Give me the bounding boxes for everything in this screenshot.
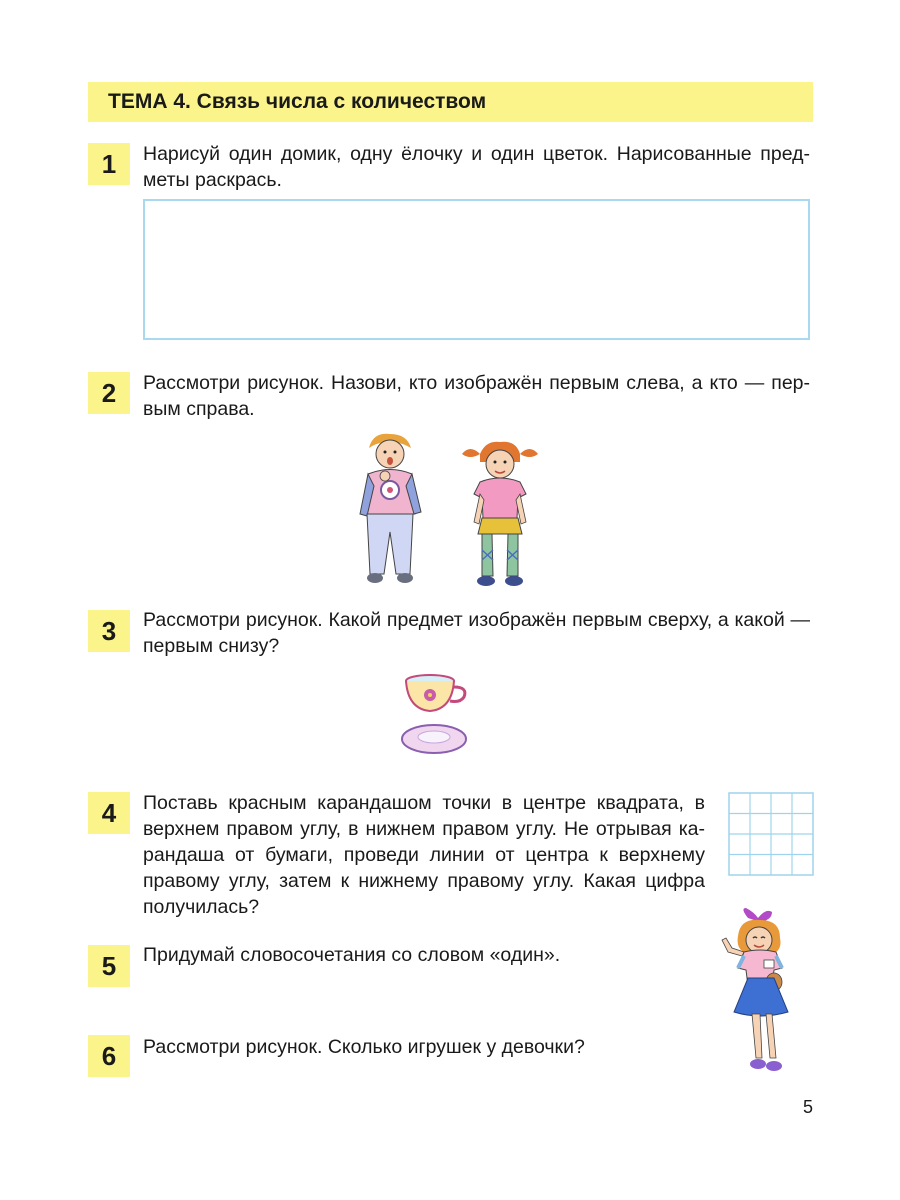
task-number-3: 3: [88, 610, 130, 652]
task-4-line-3: рандаша от бумаги, проведи линии от центра к верхнему: [143, 844, 705, 866]
grid-square[interactable]: [728, 792, 814, 876]
task-number-4: 4: [88, 792, 130, 834]
task-3-line-2: первым снизу?: [143, 635, 280, 657]
boy-illustration: [355, 432, 425, 590]
task-3-text: [143, 607, 810, 659]
drawing-area[interactable]: [143, 199, 810, 340]
task-4-line-2: верхнем правом углу, в нижнем правом углу. Не отрывая ка-: [143, 818, 705, 840]
task-2-text: [143, 370, 810, 422]
girl-illustration: [460, 440, 540, 590]
task-number-5: 5: [88, 945, 130, 987]
task-2-line-1: Рассмотри рисунок. Назови, кто изображён первым слева, а кто — пер-: [143, 372, 810, 394]
task-3-line-1: Рассмотри рисунок. Какой предмет изображён первым сверху, а какой —: [143, 609, 810, 631]
task-4-text: [143, 790, 705, 920]
task-number-2: 2: [88, 372, 130, 414]
task-4-line-4: правому углу, затем к нижнему правому углу. Какая цифра: [143, 870, 705, 892]
cup-and-saucer-illustration: [400, 673, 472, 761]
task-4-line-5: получилась?: [143, 896, 260, 918]
task-number-1: 1: [88, 143, 130, 185]
topic-title: ТЕМА 4. Связь числа с количеством: [108, 90, 487, 113]
task-6-text: Рассмотри рисунок. Сколько игрушек у девочки?: [143, 1036, 585, 1058]
task-1-line-2: меты раскрась.: [143, 169, 282, 191]
task-5-text: Придумай словосочетания со словом «один».: [143, 944, 561, 966]
task-1-text: [143, 141, 810, 193]
task-2-line-2: вым справа.: [143, 398, 255, 420]
task-number-6: 6: [88, 1035, 130, 1077]
task-1-line-1: Нарисуй один домик, одну ёлочку и один цветок. Нарисованные пред-: [143, 143, 810, 165]
girl-with-toy-illustration: [718, 908, 802, 1080]
page-number: 5: [802, 1097, 813, 1117]
task-4-line-1: Поставь красным карандашом точки в центре квадрата, в: [143, 792, 705, 814]
